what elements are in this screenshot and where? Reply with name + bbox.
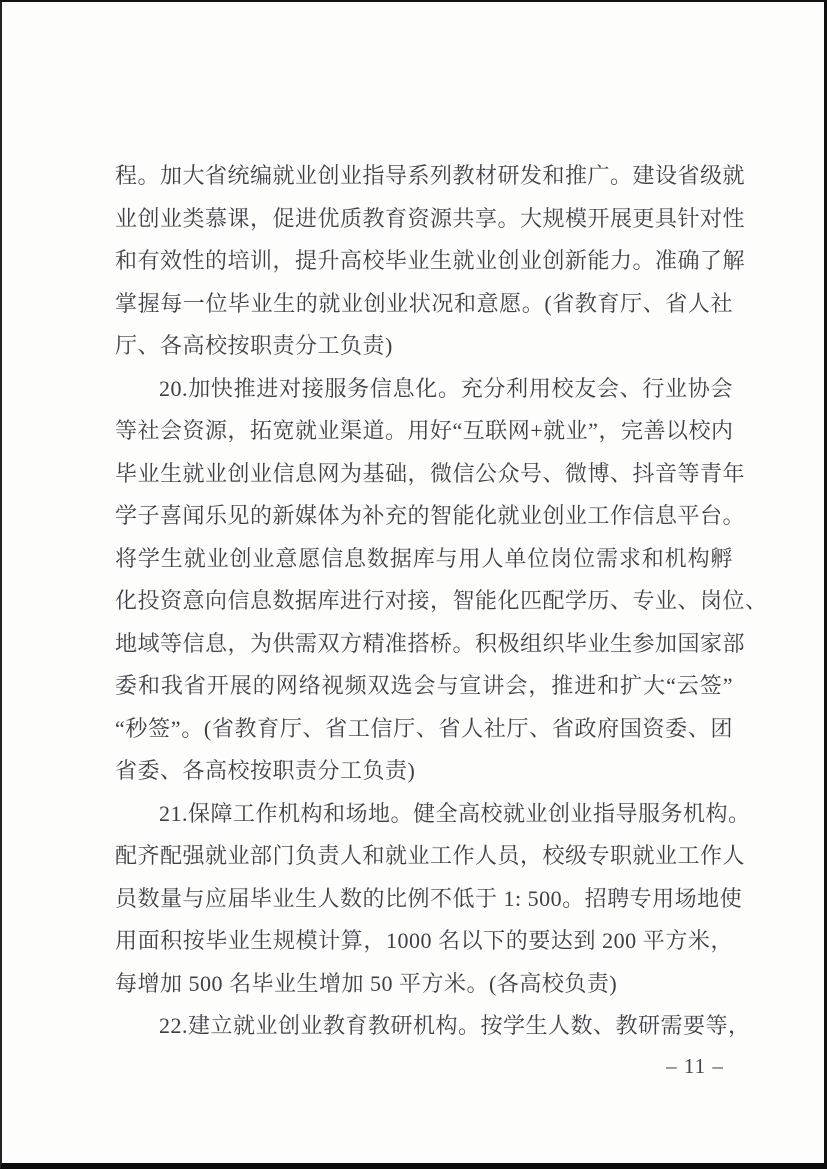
text-line: 省委、各高校按职责分工负责) xyxy=(115,758,416,783)
text-line: 地域等信息，为供需双方精准搭桥。积极组织毕业生参加国家部 xyxy=(115,630,746,656)
text-line-paragraph-22-start: 22.建立就业创业教育教研机构。按学生人数、教研需要等， xyxy=(159,1013,751,1038)
text-line: 委和我省开展的网络视频双选会与宣讲会，推进和扩大“云签” xyxy=(115,673,733,698)
text-line: 和有效性的培训，提升高校毕业生就业创业创新能力。准确了解 xyxy=(115,248,746,273)
text-line: 程。加大省统编就业创业指导系列教材研发和推广。建设省级就 xyxy=(115,163,746,188)
text-line: 化投资意向信息数据库进行对接，智能化匹配学历、专业、岗位、 xyxy=(115,588,768,613)
text-line: 掌握每一位毕业生的就业创业状况和意愿。(省教育厅、省人社 xyxy=(115,290,733,316)
text-line: 厅、各高校按职责分工负责) xyxy=(115,333,393,358)
text-line-paragraph-21-start: 21.保障工作机构和场地。健全高校就业创业指导服务机构。 xyxy=(159,800,751,826)
text-line: 用面积按毕业生规模计算，1000 名以下的要达到 200 平方米， xyxy=(115,928,733,953)
text-line: 毕业生就业创业信息网为基础，微信公众号、微博、抖音等青年 xyxy=(115,460,746,486)
text-line: 员数量与应届毕业生人数的比例不低于 1: 500。招聘专用场地使 xyxy=(115,885,743,911)
text-line: 等社会资源，拓宽就业渠道。用好“互联网+就业”，完善以校内 xyxy=(115,418,734,443)
text-line: 将学生就业创业意愿信息数据库与用人单位岗位需求和机构孵 xyxy=(115,545,733,571)
text-line: “秒签”。(省教育厅、省工信厅、省人社厅、省政府国资委、团 xyxy=(115,715,733,741)
text-line: 每增加 500 名毕业生增加 50 平方米。(各高校负责) xyxy=(115,970,618,996)
text-line-paragraph-20-start: 20.加快推进对接服务信息化。充分利用校友会、行业协会 xyxy=(159,375,733,401)
text-line: 学子喜闻乐见的新媒体为补充的智能化就业创业工作信息平台。 xyxy=(115,503,746,528)
document-body xyxy=(115,155,768,1048)
text-line: 配齐配强就业部门负责人和就业工作人员，校级专职就业工作人 xyxy=(115,843,746,868)
page-number: – 11 – xyxy=(666,1054,724,1078)
text-line: 业创业类慕课，促进优质教育资源共享。大规模开展更具针对性 xyxy=(115,205,746,231)
